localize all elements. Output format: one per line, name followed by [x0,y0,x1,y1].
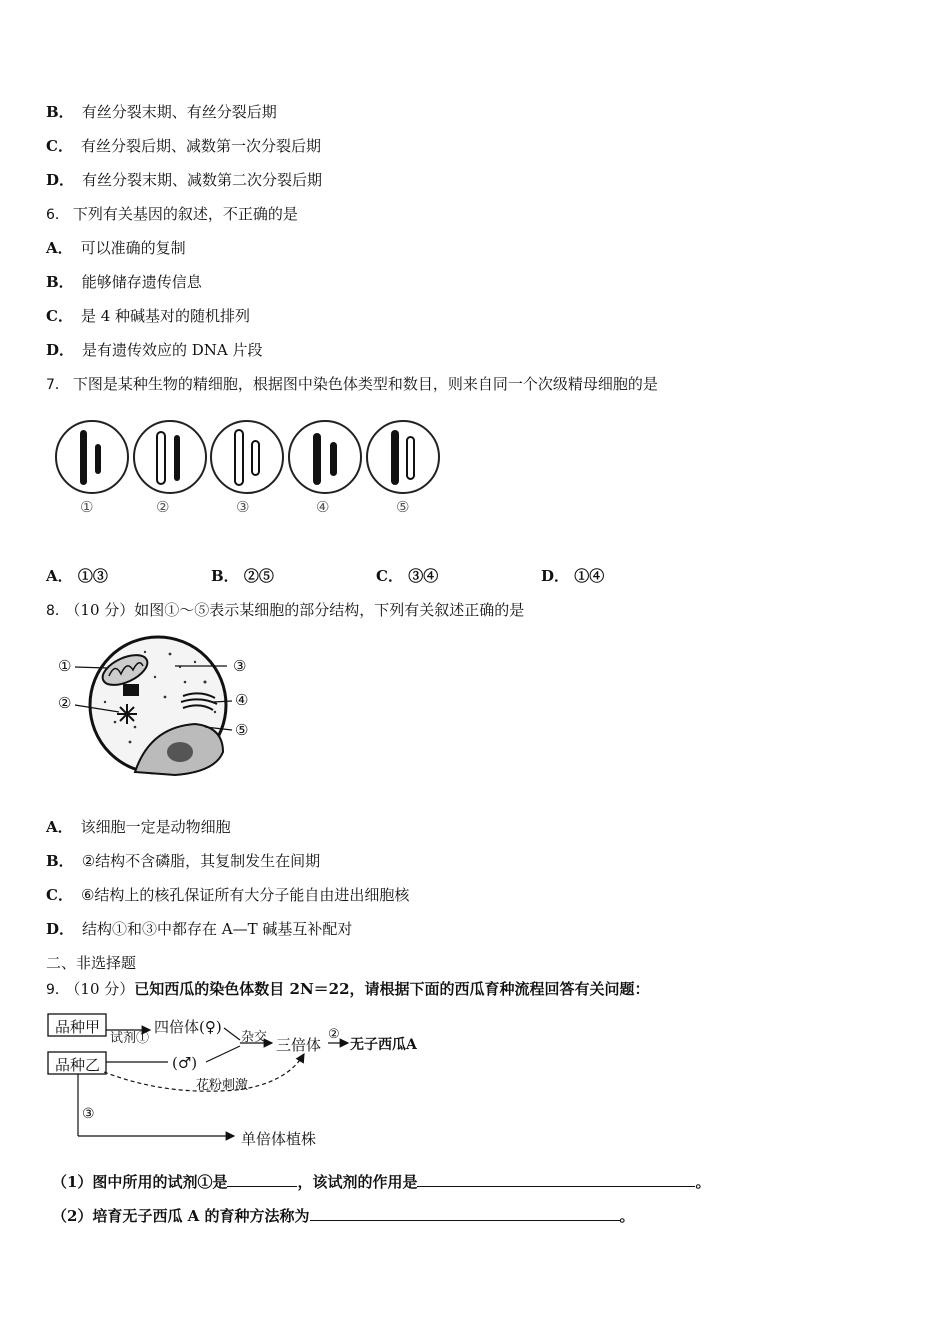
section-title: 二、非选择题 [46,954,137,972]
option-key: D． [541,567,570,585]
question-number: 7． [46,377,69,393]
option-text: 有丝分裂末期、有丝分裂后期 [81,103,277,121]
cell-label-1: ① [80,498,94,516]
cell-5 [367,421,439,493]
option-key: D． [46,171,75,189]
answer-blank-3[interactable] [310,1206,620,1221]
q8-option-a [46,817,231,837]
question-number: 9． [46,982,69,998]
cell-label-3: ③ [236,498,250,516]
option-key: A． [46,567,73,585]
q8-stem [46,600,524,621]
cell-label-2: ② [156,498,170,516]
q6-option-a [46,238,186,258]
haploid-label: 单倍体植株 [241,1130,317,1148]
struct-label-2: ② [58,694,72,712]
q7-option-b [211,566,274,586]
option-text: 可以准确的复制 [80,239,186,257]
question-number: 8． [46,603,69,619]
q6-option-c [46,306,250,326]
q9-sub1 [52,1172,710,1192]
q8-option-c [46,885,409,905]
step2-label: ② [328,1027,340,1042]
cell-1 [56,421,128,493]
step3-label: ③ [82,1106,95,1122]
q5-option-c [46,136,321,156]
q6-stem [46,204,298,225]
cell-2 [134,421,206,493]
sperm-cells-figure [50,415,450,505]
option-key: C． [46,137,73,155]
question-stem: 下列有关基因的叙述，不正确的是 [72,205,298,223]
q7-option-d [541,566,604,586]
cell-label-4: ④ [316,498,330,516]
struct-label-3: ③ [233,657,247,675]
option-text: 结构①和③中都存在 A—T 碱基互补配对 [82,920,353,938]
option-key: B． [46,273,74,291]
q5-option-d [46,170,322,190]
option-key: C． [376,567,403,585]
variety-b-box: 品种乙 [55,1056,101,1074]
sub1-mid-text: ，该试剂的作用是 [297,1173,418,1191]
struct-label-4: ④ [235,691,249,709]
male-label: (♂) [172,1054,198,1072]
option-key: C． [46,886,73,904]
q8-option-d [46,919,352,939]
q6-option-d [46,340,263,360]
q7-option-a [46,566,108,586]
option-text: ③④ [408,567,439,585]
struct-label-1: ① [58,657,72,675]
tetraploid-label: 四倍体(♀) [154,1018,222,1036]
option-key: D． [46,341,75,359]
option-text: ①④ [574,567,605,585]
triploid-label: 三倍体 [276,1036,322,1054]
option-text: ①③ [77,567,108,585]
option-key: C． [46,307,73,325]
option-key: B． [211,567,239,585]
question-stem: 已知西瓜的染色体数目 2N＝22，请根据下面的西瓜育种流程回答有关问题： [134,980,650,998]
cell-3 [211,421,283,493]
question-number: 6． [46,207,69,223]
option-key: D． [46,920,75,938]
q7-option-c [376,566,438,586]
option-key: A． [46,239,73,257]
question-score: （10 分） [72,601,135,619]
q6-option-b [46,272,202,292]
cell-label-5: ⑤ [396,498,410,516]
option-text: 该细胞一定是动物细胞 [80,818,231,836]
reagent-label: 试剂① [110,1031,150,1046]
option-text: 有丝分裂后期、减数第一次分裂后期 [80,137,321,155]
q7-stem [46,374,658,395]
cross-label: 杂交 [241,1030,268,1045]
option-text: 是 4 种碱基对的随机排列 [80,307,251,325]
option-key: B． [46,852,74,870]
struct-label-5: ⑤ [235,721,249,739]
question-stem: 如图①～⑤表示某细胞的部分结构，下列有关叙述正确的是 [134,601,525,619]
option-text: 有丝分裂末期、减数第二次分裂后期 [82,171,323,189]
option-text: ⑥结构上的核孔保证所有大分子能自由进出细胞核 [80,886,410,904]
sub2-text: （2）培育无子西瓜 A 的育种方法称为 [52,1207,310,1225]
q5-option-b [46,102,277,122]
question-score: （10 分） [72,980,135,998]
q8-option-b [46,851,320,871]
sub2-end-text: 。 [619,1207,635,1225]
option-text: ②结构不含磷脂，其复制发生在间期 [81,852,321,870]
sub1-text: （1）图中所用的试剂①是 [52,1173,228,1191]
question-stem: 下图是某种生物的精细胞，根据图中染色体类型和数目，则来自同一个次级精母细胞的是 [72,375,658,393]
cell-4 [289,421,361,493]
q9-stem [46,979,650,1000]
option-text: ②⑤ [243,567,274,585]
variety-a-box: 品种甲 [55,1018,101,1036]
option-text: 是有遗传效应的 DNA 片段 [82,341,263,359]
sub1-end-text: 。 [695,1173,711,1191]
option-key: A． [46,818,73,836]
answer-blank-2[interactable] [417,1172,695,1187]
answer-blank-1[interactable] [227,1172,297,1187]
q9-sub2 [52,1206,635,1226]
seedless-label: 无子西瓜A [350,1037,417,1053]
pollen-label: 花粉刺激 [196,1078,249,1093]
option-text: 能够储存遗传信息 [81,273,202,291]
cell-structure-figure [55,632,265,777]
option-key: B． [46,103,74,121]
